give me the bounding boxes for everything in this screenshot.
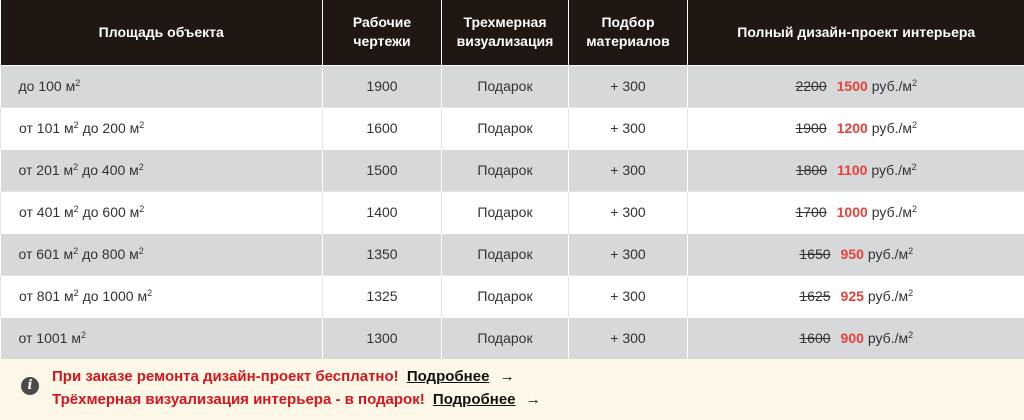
area-unit-exponent: 2 <box>139 204 145 214</box>
table-row <box>1 275 1024 317</box>
cell-area <box>1 275 323 317</box>
cell-full-project-price <box>688 233 1024 275</box>
header-materials: Подбор материалов <box>569 0 688 65</box>
area-unit: м <box>137 288 148 304</box>
new-price: 1000 <box>836 204 868 220</box>
area-from-value: 1001 <box>36 330 68 347</box>
cell-drawings: 1300 <box>323 317 442 359</box>
price-unit: руб./м <box>867 246 909 262</box>
price-unit: руб./м <box>867 330 909 347</box>
price-unit: руб./м <box>871 204 912 220</box>
area-unit: м <box>63 246 74 262</box>
new-price: 950 <box>840 246 864 262</box>
cell-area <box>1 317 323 359</box>
area-from-value: 100 <box>38 78 62 94</box>
area-from-value: 201 <box>36 162 60 178</box>
price-unit-exponent: 2 <box>912 78 918 88</box>
header-visualization: Трехмерная визуализация <box>442 0 569 65</box>
info-icon: i <box>21 377 39 395</box>
price-unit-exponent: 2 <box>911 162 917 172</box>
cell-area <box>1 107 323 149</box>
cell-visualization: Подарок <box>442 317 569 359</box>
area-to-word: до <box>82 246 99 262</box>
area-unit-exponent: 2 <box>138 162 144 172</box>
area-unit: м <box>64 288 74 304</box>
table-row <box>1 65 1024 107</box>
price-unit-exponent: 2 <box>912 120 918 130</box>
area-to-value: 1000 <box>102 288 134 304</box>
area-unit: м <box>63 162 74 178</box>
area-unit: м <box>129 204 140 220</box>
old-price: 1700 <box>795 204 827 220</box>
cell-area <box>1 233 323 275</box>
table-row <box>1 317 1024 359</box>
more-link-visualization[interactable]: Подробнее <box>432 391 516 408</box>
area-unit-exponent: 2 <box>73 288 79 298</box>
more-link-repair[interactable]: Подробнее <box>406 368 490 385</box>
area-from-word: до <box>18 78 35 94</box>
old-price: 1625 <box>799 288 831 304</box>
area-unit-exponent: 2 <box>147 288 153 298</box>
area-unit-exponent: 2 <box>75 78 81 88</box>
table-row <box>1 149 1024 191</box>
old-price: 1650 <box>799 246 831 262</box>
area-unit: м <box>129 120 140 136</box>
new-price: 925 <box>840 288 864 304</box>
area-unit: м <box>129 246 139 262</box>
cell-drawings: 1500 <box>323 149 442 191</box>
table-row <box>1 233 1024 275</box>
cell-full-project-price <box>688 65 1024 107</box>
area-to-word: до <box>82 120 99 136</box>
area-unit: м <box>65 78 76 94</box>
cell-full-project-price <box>688 149 1024 191</box>
arrow-right-icon: → <box>525 391 541 408</box>
cell-full-project-price <box>688 317 1024 359</box>
header-drawings: Рабочие чертежи <box>323 0 442 65</box>
area-unit-exponent: 2 <box>138 246 144 256</box>
area-to-value: 400 <box>101 162 126 178</box>
area-to-word: до <box>82 162 99 178</box>
new-price: 1100 <box>837 162 868 178</box>
area-from-word: от <box>19 120 33 136</box>
price-unit-exponent: 2 <box>912 204 918 214</box>
area-unit-exponent: 2 <box>73 162 79 172</box>
cell-materials: + 300 <box>569 317 688 359</box>
price-unit: руб./м <box>867 288 909 304</box>
area-unit: м <box>129 162 139 178</box>
notice-box <box>0 359 1024 420</box>
area-from-word: от <box>19 288 33 304</box>
area-to-word: до <box>82 288 99 304</box>
price-unit-exponent: 2 <box>908 288 914 298</box>
old-price: 2200 <box>795 78 827 94</box>
cell-full-project-price <box>688 275 1024 317</box>
new-price: 900 <box>840 330 864 347</box>
price-unit: руб./м <box>871 162 912 178</box>
cell-materials: + 300 <box>569 65 688 107</box>
area-unit: м <box>64 204 74 220</box>
area-from-word: от <box>18 330 33 347</box>
cell-materials: + 300 <box>569 275 688 317</box>
area-unit: м <box>71 330 81 347</box>
area-unit: м <box>64 120 74 136</box>
cell-area <box>1 191 323 233</box>
cell-materials: + 300 <box>569 107 688 149</box>
area-to-value: 800 <box>101 246 126 262</box>
area-unit-exponent: 2 <box>73 204 79 214</box>
old-price: 1900 <box>795 120 827 136</box>
table-row <box>1 191 1024 233</box>
area-unit-exponent: 2 <box>73 120 79 130</box>
header-area: Площадь объекта <box>98 23 224 40</box>
cell-full-project-price <box>688 191 1024 233</box>
old-price: 1600 <box>799 330 831 347</box>
area-from-word: от <box>18 246 33 262</box>
notice-line-repair <box>52 368 515 385</box>
cell-drawings: 1400 <box>323 191 442 233</box>
area-from-word: от <box>18 162 33 178</box>
price-unit: руб./м <box>871 120 912 136</box>
new-price: 1200 <box>836 120 868 136</box>
cell-materials: + 300 <box>569 233 688 275</box>
cell-materials: + 300 <box>569 191 688 233</box>
area-from-word: от <box>19 204 33 220</box>
area-to-value: 200 <box>102 120 126 136</box>
area-unit-exponent: 2 <box>73 246 79 256</box>
cell-visualization: Подарок <box>442 275 569 317</box>
new-price: 1500 <box>836 78 868 94</box>
notice-line-visualization <box>52 391 541 408</box>
table-row <box>1 107 1024 149</box>
cell-materials: + 300 <box>569 149 688 191</box>
table-header-row <box>1 0 1024 65</box>
area-to-value: 600 <box>102 204 126 220</box>
area-from-value: 601 <box>36 246 60 262</box>
notice-repair-text: При заказе ремонта дизайн-проект бесплатно! <box>52 368 399 385</box>
cell-drawings: 1350 <box>323 233 442 275</box>
price-unit-exponent: 2 <box>908 246 914 256</box>
cell-area <box>1 65 323 107</box>
old-price: 1800 <box>795 162 828 178</box>
cell-visualization: Подарок <box>442 107 569 149</box>
cell-drawings: 1325 <box>323 275 442 317</box>
area-from-value: 401 <box>36 204 61 220</box>
cell-area <box>1 149 323 191</box>
cell-visualization: Подарок <box>442 149 569 191</box>
cell-visualization: Подарок <box>442 191 569 233</box>
area-from-value: 801 <box>36 288 61 304</box>
cell-full-project-price <box>688 107 1024 149</box>
area-unit-exponent: 2 <box>80 330 86 341</box>
cell-drawings: 1600 <box>323 107 442 149</box>
area-to-word: до <box>82 204 99 220</box>
cell-visualization: Подарок <box>442 233 569 275</box>
header-full-project: Полный дизайн-проект интерьера <box>688 0 1024 65</box>
price-unit-exponent: 2 <box>908 330 914 341</box>
cell-drawings: 1900 <box>323 65 442 107</box>
cell-visualization: Подарок <box>442 65 569 107</box>
notice-visualization-text: Трёхмерная визуализация интерьера - в подарок! <box>52 391 425 408</box>
price-unit: руб./м <box>871 78 912 94</box>
arrow-right-icon: → <box>499 368 515 385</box>
area-from-value: 101 <box>36 120 61 136</box>
area-unit-exponent: 2 <box>139 120 145 130</box>
